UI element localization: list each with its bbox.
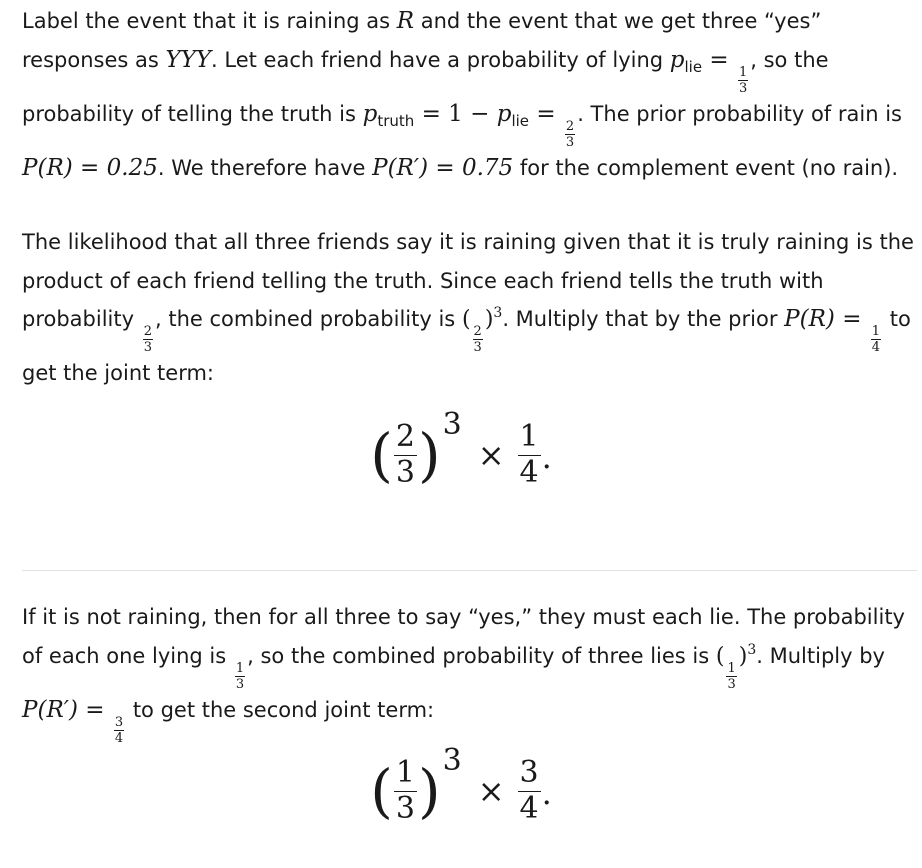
fraction-one-quarter: $\frac{1}{4}$	[871, 324, 881, 355]
display-fraction: $\frac{1}{4}$	[519, 419, 539, 490]
fraction-one-third: $\frac{1}{3}$	[738, 64, 748, 96]
fraction-three-quarters: $\frac{3}{4}$	[114, 714, 124, 746]
fraction-two-thirds: $\frac{2}{3}$	[473, 324, 482, 355]
paragraph-likelihood-rain: The likelihood that all three friends say it is raining given that it is truly raining is the product of each friend telling the truth. Since each friend tells the truth with probability $\frac{2}{3}$ , the combined probability is ( $\frac{2}{3}$ )$^3$. Multiply that by the prior P(R) = $\frac{1}{4}$ to get the joint term:	[22, 230, 914, 385]
paragraph-no-rain: If it is not raining, then for all three to say “yes,” they must each lie. The probability of each one lying is $\frac{1}{3}$ , so the combined probability of three lies is ( $\frac{1}{3}$ )$^3$. Multiply by P(R′) = $\frac{3}{4}$ to get the second joint term:	[22, 605, 905, 746]
fraction-two-thirds: $\frac{2}{3}$	[565, 118, 575, 150]
display-fraction: $\frac{1}{3}$	[395, 755, 415, 826]
section-divider	[22, 570, 917, 571]
fraction-one-third: $\frac{1}{3}$	[235, 660, 245, 692]
equation-joint-no-rain: ( $\frac{1}{3}$ )3× $\frac{3}{4}$ .	[370, 742, 552, 826]
paragraph-definitions: Label the event that it is raining as R and the event that we get three “yes” responses as YYY. Let each friend have a probability of lying $p_{lie}$ = $\frac{1}{3}$ , so the probability of telling the truth is $p_{truth} = 1 - p_{lie}$ = $\frac{2}{3}$ . The prior probability of rain is P(R) = 0.25. We therefore have P(R′) = 0.75 for the complement event (no rain).	[22, 8, 902, 181]
display-fraction: $\frac{3}{4}$	[519, 755, 539, 826]
equation-joint-rain: ( $\frac{2}{3}$ )3× $\frac{1}{4}$ .	[370, 406, 552, 490]
display-fraction: $\frac{2}{3}$	[395, 419, 415, 490]
fraction-two-thirds: $\frac{2}{3}$	[143, 324, 153, 355]
fraction-one-third: $\frac{1}{3}$	[727, 660, 736, 692]
